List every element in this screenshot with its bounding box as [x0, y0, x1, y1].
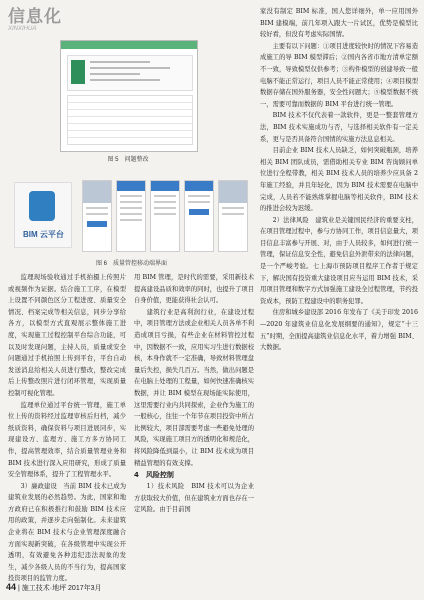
figure-issue-rectification — [60, 40, 198, 152]
paragraph: 3）廉政建设 当前 BIM 技术已成为建筑业发展的必然趋势。为此，国家和地方政府已在积极推行和鼓励 BIM 技术应用的政策，并逐步走向强制化。未来建筑企业将在 BIM 技术与企业管理深度融合方面实现新突破，在各级管理中实现公开透明，有效避免各种违纪违法现象的发生，减少各级人员的不当行为，提高国家投资项目的监管力度。 — [8, 482, 126, 583]
phone-screen-3 — [150, 180, 180, 252]
page-footer — [6, 582, 102, 593]
section-title: 信息化 — [8, 7, 62, 26]
issue-thumbnail — [71, 60, 85, 84]
figure2-caption: 图 6 质量管控移动端界面 — [95, 261, 167, 267]
paragraph: 1）技术风险 BIM 技术可以为企业方获取较大价值，但在建筑业方面也存在一定风险。由于目前国 — [134, 483, 254, 514]
phone-screen-1 — [82, 180, 112, 252]
paragraph: BIM 技术不仅代表着一款软件，更是一整套管理方法，BIM 技术实施成功与否，与选择相关软件有一定关系，更与是否具备符合国情的实施方法息息相关。 — [260, 112, 418, 143]
paragraph: 主要有以下问题：①项目进度较快时的情况下容易造成施工的导 BIM 模型滞后；②国内各省市地方清单定额不一致，导致模型仅供参考；③构件模型的创建导致一般电脑不能正常运行，项目人员不能正常使用；④项目模型数据存储在国外服务器，安全性问题大；⑤模型数据不统一，需要可靠而数据的 BIM 平台进行统一管理。 — [260, 42, 418, 108]
paragraph: 家没有制定 BIM 标准，国人您详细外，单一应用国外 BIM 建模端，前几年项入跟大一片试区，优势是模型比较好看，但没有考虑实际国情。 — [260, 8, 418, 39]
section-header — [8, 8, 62, 33]
paragraph: 监理现场验收通过手机拍摄上传照片或视频作为证据。结合施工工序，在模型上设置不同颜色区分工程进度、质量安全情况、档案完成等相关信息，同步分享给各方，以模型方式直观展示整体施工进度，实现施工过程控制平台综合功能，可以及时发现问题，主持人员，质量或安全问题通过手机拍照上传到平台，平台自动发送消息给相关人员进行整改，整改完成后上传整改照片进行闭环管理，实现质量控制可视化管理。 — [8, 274, 126, 397]
issue-card — [67, 55, 193, 91]
figure-mobile-quality-control — [8, 176, 255, 254]
right-column — [260, 6, 418, 354]
paragraph: 建筑行业是高利润行业，在建设过程中，项目管理方法或企业相关人员各单不利造成项目亏损，有些企业在材料管控过程中，因数据不一致，应用实习生进行数据校核，本身作就不一定准确，导致材料管理盘量后失控，损失几百万。当然，做出问题是在电脑上处理的工程量，如何快速准确核实数据，并让 BIM 模型在现场能实际使用，这里需要行业内共同探索，企业作为施工的一般核心，往往一个年节在项目投资中所占比例较大，项目部需要考虑一些避免处理的风险，实现施工项目方的透明化和规范化，将风险降低到最小，让 BIM 技术成为项目精益管理的有效支撑。 — [134, 308, 254, 467]
paragraph: 监理单位通过平台统一管理，施工单位上传的资料经过监理审核后归档，减少纸质资料，确保资料与项目进展同步，实现建设方、监理方、施工方多方协同工作，提高管理效率，结合质量管理业务和 BIM 技术进行深入应用研究，形成了质量安全管理体系，提升了工程管理水平。 — [8, 401, 126, 479]
issue-table — [67, 95, 193, 145]
section-heading: 4 风险控制 — [134, 471, 174, 480]
paragraph: 住房和城乡建设部 2016 年发布了《关于印发 2016—2020 年建筑业信息化发展纲要的通知》，规定“十三五”时期，全面提高建筑业信息化水平，着力增强 BIM、大数据。 — [260, 309, 418, 352]
issue-date: 2017年3月 — [68, 585, 102, 592]
page-number: 44 — [6, 582, 17, 592]
left-column — [8, 272, 126, 585]
section-subtitle: XINXIHUA — [8, 26, 37, 32]
paragraph: 目前企业 BIM 技术人员缺乏，如何突破瓶颈，培养相关 BIM 团队成员，需借助相关专业 BIM 咨询顾问单位进行全程带教，相关 BIM 技术人员的培养少应具备 2 年施工经验，并且年轻化，因为 BIM 技术需要在电脑中完成，人员若不能熟练掌握电脑等相关软件，BIM 技术的推进会较为迟缓。 — [260, 147, 418, 213]
phone-screen-4 — [184, 180, 214, 252]
paragraph: 用 BIM 管理，是时代的需要，采用新技术提高建设品质和效率的同时，也提升了项目自身价值，更能获得社会认可。 — [134, 274, 254, 305]
bim-app-logo — [14, 182, 72, 248]
paragraph: 2）法律风险 建筑业是关键国民经济的重要支柱，在项目管理过程中，参与方协同工作，项目信息量大，项目信息丰富参与开展、对，由于人员较多，如何进行统一管理，保证信息安全性，避免信息外泄带来的法律问题，是一个严峻考验。七上海市预防项目程序工作者于规定下，解决国有投资重大建设项目应当运用 BIM 技术，采用项目管理和数字方式加强施工建设全过程管理，节约投资成本，预防工程建设中的职务犯罪。 — [260, 216, 418, 305]
phone-screen-2 — [116, 180, 146, 252]
logo-text: BIM 云平台 — [23, 230, 64, 239]
figure1-caption: 图 5 问题整改 — [107, 157, 149, 163]
journal-name: | 施工技术·地坪 — [17, 585, 67, 592]
middle-column — [134, 272, 254, 516]
app-titlebar — [61, 41, 197, 49]
phone-screen-5 — [218, 180, 248, 252]
